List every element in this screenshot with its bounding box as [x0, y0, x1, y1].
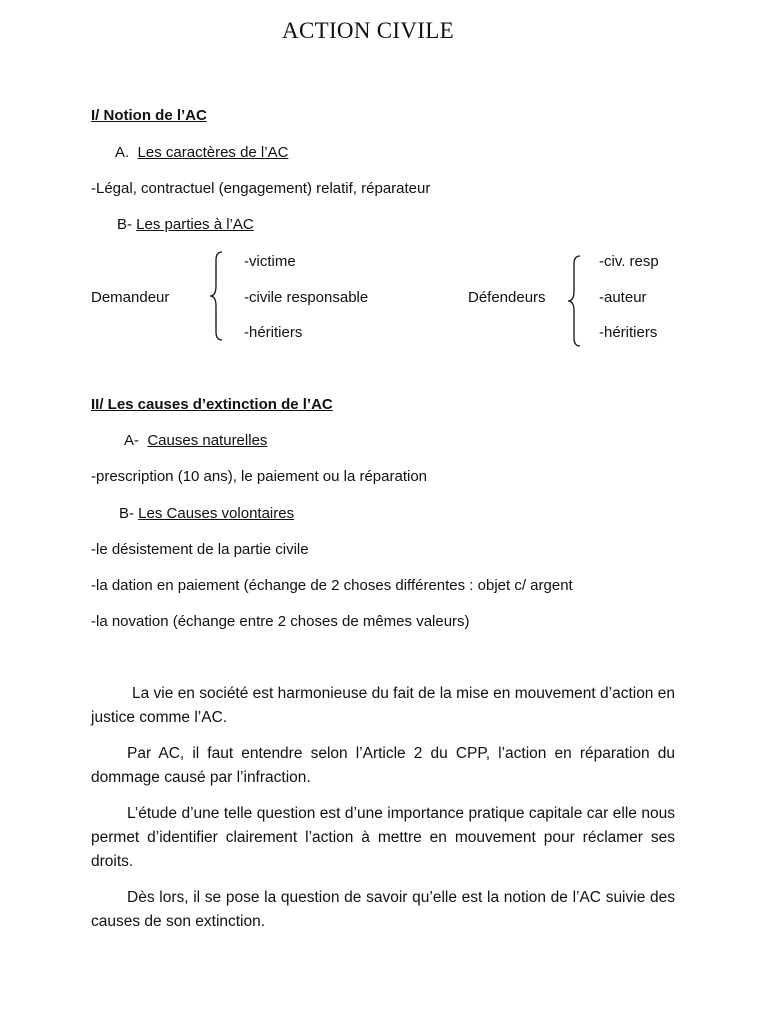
demandeur-item: -victime — [244, 253, 296, 270]
section-1-sub-a-marker: A. — [115, 144, 130, 161]
section-1-sub-a-label: Les caractères de l’AC — [137, 144, 289, 161]
section-2-line-a: -prescription (10 ans), le paiement ou la réparation — [91, 468, 428, 485]
section-2-sub-a-label: Causes naturelles — [147, 432, 268, 449]
section-2-sub-b — [119, 505, 294, 523]
section-2-line-b: -le désistement de la partie civile — [91, 541, 309, 558]
demandeur-item: -civile responsable — [244, 289, 369, 306]
intro-paragraph: La vie en société est harmonieuse du fait de la mise en mouvement d’action en justice comme l’AC. — [91, 685, 675, 726]
defendeurs-item: -héritiers — [599, 324, 658, 341]
section-2-sub-a-marker: A- — [124, 432, 139, 449]
defendeurs-item: -civ. resp — [599, 253, 659, 270]
document-title: ACTION CIVILE — [282, 18, 454, 43]
demandeur-item: -héritiers — [244, 324, 303, 341]
section-1-line-a: -Légal, contractuel (engagement) relatif, réparateur — [91, 180, 431, 197]
intro-paragraph: Par AC, il faut entendre selon l’Article 2 du CPP, l’action en réparation du dommage causé par l’infraction. — [91, 745, 675, 786]
defendeurs-brace-icon — [564, 254, 584, 348]
section-2-sub-b-label: Les Causes volontaires — [138, 505, 295, 522]
intro-paragraph: L’étude d’une telle question est d’une importance pratique capitale car elle nous permet d’identifier clairement l’action à mettre en mouvement pour réclamer ses droits. — [91, 805, 675, 870]
section-2-line-b: -la dation en paiement (échange de 2 choses différentes : objet c/ argent — [91, 577, 573, 594]
section-1-sub-b-marker: B- — [117, 216, 132, 233]
section-2-line-b: -la novation (échange entre 2 choses de mêmes valeurs) — [91, 613, 470, 630]
section-1-sub-b — [117, 216, 254, 234]
section-2-sub-b-marker: B- — [119, 505, 134, 522]
demandeur-label: Demandeur — [91, 289, 170, 306]
defendeurs-item: -auteur — [599, 289, 647, 306]
section-2-sub-a — [124, 432, 267, 450]
defendeurs-label: Défendeurs — [468, 289, 546, 306]
intro-paragraph: Dès lors, il se pose la question de savoir qu’elle est la notion de l’AC suivie des causes de son extinction. — [91, 889, 675, 930]
section-1-sub-a — [115, 144, 288, 162]
section-1-heading: I/ Notion de l’AC — [91, 107, 207, 124]
demandeur-brace-icon — [206, 250, 226, 342]
section-1-sub-b-label: Les parties à l’AC — [136, 216, 254, 233]
section-2-heading: II/ Les causes d’extinction de l’AC — [91, 396, 333, 413]
